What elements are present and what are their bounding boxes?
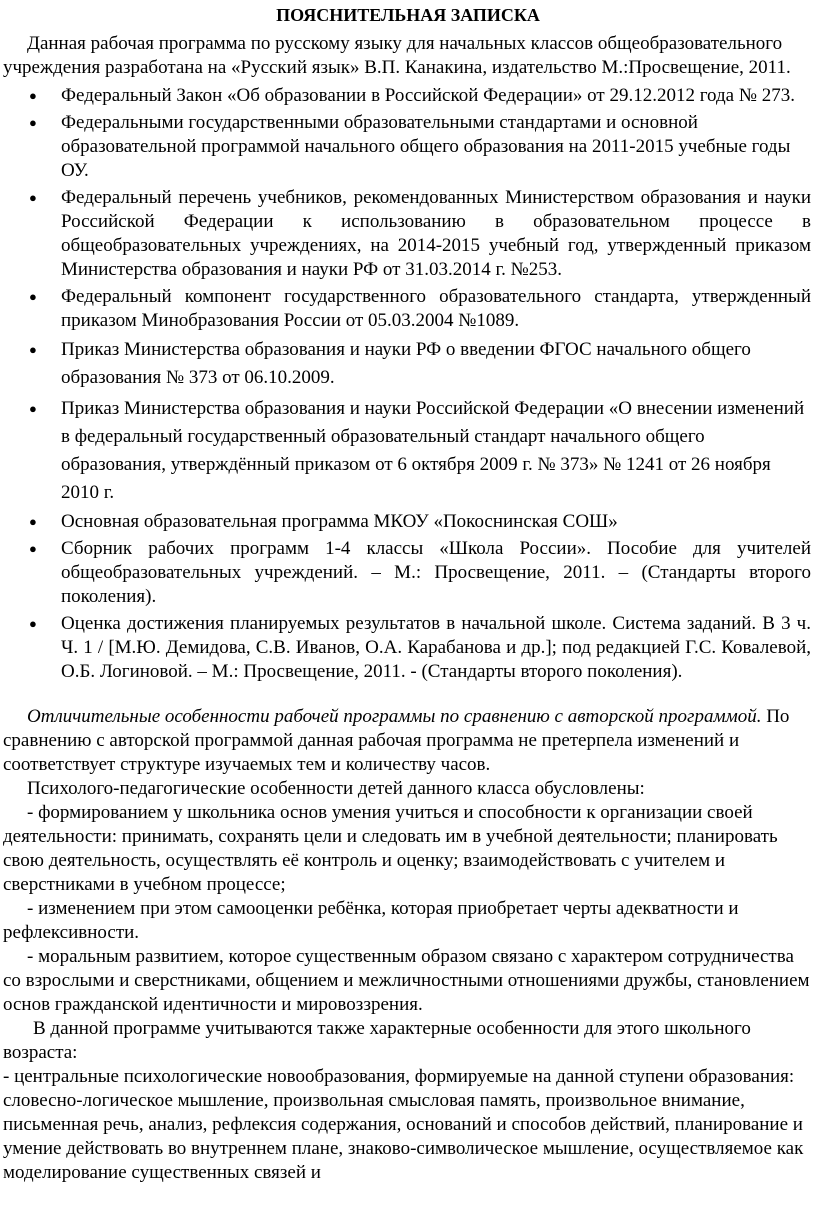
list-item: ● Сборник рабочих программ 1-4 классы «Школа России». Пособие для учителей общеобразовательных учреждений. – М.: Просвещение, 2011. – (Стандарты второго поколения). xyxy=(29,538,811,607)
bullet-icon: ● xyxy=(29,289,37,304)
list-item: ● Приказ Министерства образования и науки Российской Федерации «О внесении изменений в федеральный государственный образовательный стандарт начального общего образования, утверждённый приказом от 6 октября 2009 г. № 373» № 1241 от 26 ноября 2010 г. xyxy=(3,395,813,507)
list-item: ● Оценка достижения планируемых результатов в начальной школе. Система заданий. В 3 ч. Ч. 1 / [М.Ю. Демидова, С.В. Иванов, О.А. Карабанова и др.]; под редакцией Г.С. Ковалевой, О.Б. Логиновой. – М.: Просвещение, 2011. - (Стандарты второго поколения). xyxy=(29,613,811,682)
bullet-icon: ● xyxy=(29,88,37,103)
age-intro: В данной программе учитываются также характерные особенности для этого школьного возраста: xyxy=(3,1018,751,1063)
list-item: ● Основная образовательная программа МКОУ «Покоснинская СОШ» xyxy=(29,511,618,532)
page-title: ПОЯСНИТЕЛЬНАЯ ЗАПИСКА xyxy=(276,5,540,25)
features-paragraph xyxy=(3,705,813,777)
bullet-icon: ● xyxy=(29,190,37,205)
features-text: По сравнению с авторской программой данная рабочая программа не претерпела изменений и соответствует структуре изучаемых тем и количеству часов. xyxy=(3,706,790,775)
list-item: ● Федеральный перечень учебников, рекомендованных Министерством образования и науки Российской Федерации к использованию в образовательном процессе в общеобразовательных учреждениях, на 2014-2015 учебный год, утвержденный приказом Министерства образования и науки РФ от 31.03.2014 г. №253. xyxy=(29,187,811,280)
list-item: ● Федеральными государственными образовательными стандартами и основной образовательной программой начального общего образования на 2011-2015 учебные годы ОУ. xyxy=(29,112,791,181)
bullet-icon: ● xyxy=(29,401,37,416)
normative-documents-list xyxy=(3,84,813,684)
bullet-icon: ● xyxy=(29,115,37,130)
features-heading: Отличительные особенности рабочей программы по сравнению с авторской программой. xyxy=(27,706,762,727)
age-item: - центральные психологические новообразования, формируемые на данной ступени образования: словесно-логическое мышление, произвольная смысловая память, произвольное внимание, письменная речь, анализ, рефлексия содержания, оснований и способов действий, планирование и умение действовать во внутреннем плане, знаково-символическое мышление, осуществляемое как моделирование существенных связей и xyxy=(3,1066,804,1183)
psych-item: - формированием у школьника основ умения учиться и способности к организации своей деятельности: принимать, сохранять цели и следовать им в учебной деятельности; планировать свою деятельность, осуществлять её контроль и оценку; взаимодействовать с учителем и сверстниками в учебном процессе; xyxy=(3,802,778,895)
psych-item: - изменением при этом самооценки ребёнка, которая приобретает черты адекватности и рефлексивности. xyxy=(3,898,739,943)
list-item: ● Федеральный Закон «Об образовании в Российской Федерации» от 29.12.2012 года № 273. xyxy=(29,85,795,106)
intro-paragraph: Данная рабочая программа по русскому языку для начальных классов общеобразовательного учреждения разработана на «Русский язык» В.П. Канакина, издательство М.:Просвещение, 2011. xyxy=(3,33,791,78)
psych-item: - моральным развитием, которое существенным образом связано с характером сотрудничества со взрослыми и сверстниками, общением и межличностными отношениями дружбы, становлением основ гражданской идентичности и мировоззрения. xyxy=(3,946,810,1015)
bullet-icon: ● xyxy=(29,342,37,357)
bullet-icon: ● xyxy=(29,514,37,529)
list-item: ● Приказ Министерства образования и науки РФ о введении ФГОС начального общего образования № 373 от 06.10.2009. xyxy=(3,336,813,392)
bullet-icon: ● xyxy=(29,616,37,631)
list-item: ● Федеральный компонент государственного образовательного стандарта, утвержденный приказом Минобразования России от 05.03.2004 №1089. xyxy=(29,286,811,331)
bullet-icon: ● xyxy=(29,541,37,556)
spacer xyxy=(3,687,813,705)
psych-intro: Психолого-педагогические особенности детей данного класса обусловлены: xyxy=(27,778,645,799)
